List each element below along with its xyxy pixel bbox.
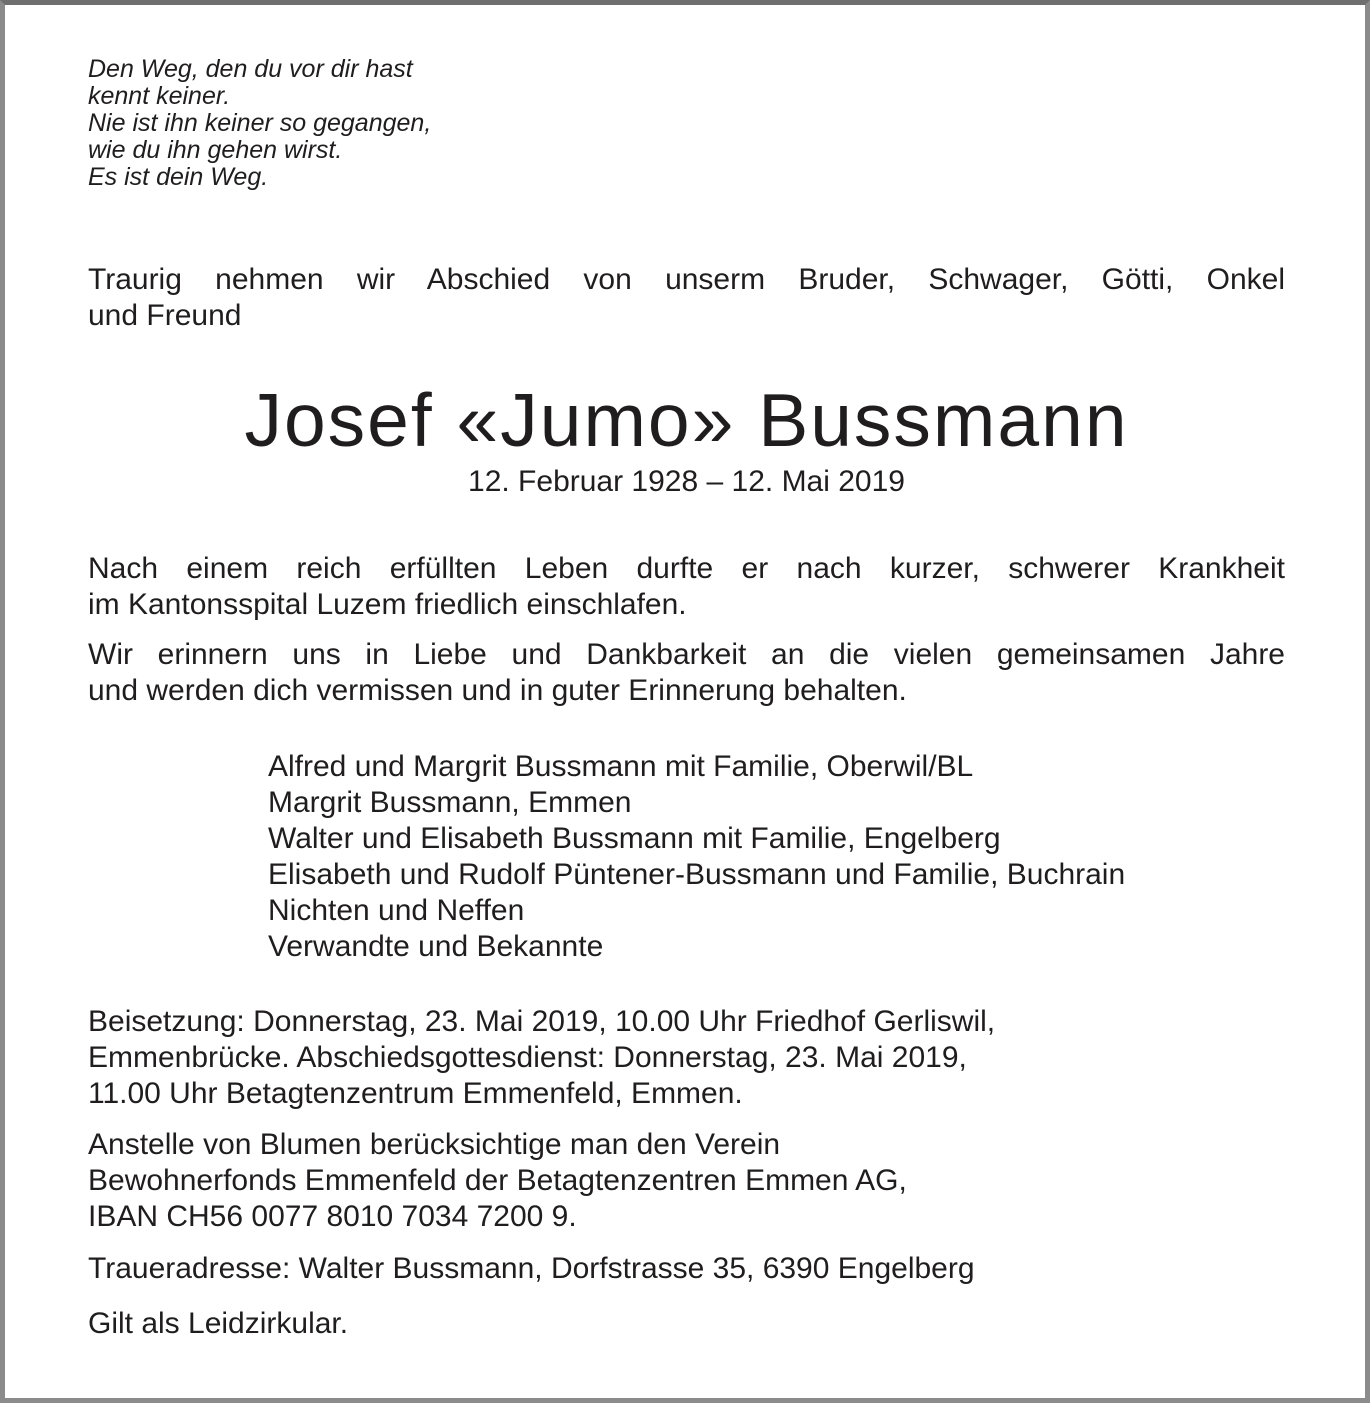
funeral-line: 11.00 Uhr Betagtenzentrum Emmenfeld, Emmen. bbox=[88, 1077, 743, 1110]
funeral-line: Beisetzung: Donnerstag, 23. Mai 2019, 10.00 Uhr Friedhof Gerliswil, bbox=[88, 1005, 996, 1038]
mourner-line: Nichten und Neffen bbox=[268, 894, 525, 927]
mourner-line: Walter und Elisabeth Bussmann mit Familie, Engelberg bbox=[268, 822, 1001, 855]
poem-line: Den Weg, den du vor dir hast bbox=[88, 55, 413, 83]
mourner-line: Margrit Bussmann, Emmen bbox=[268, 786, 632, 819]
eulogy-line: Wir erinnern uns in Liebe und Dankbarkeit an die vielen gemeinsamen Jahre bbox=[88, 638, 1285, 671]
farewell-intro bbox=[88, 262, 1285, 334]
eulogy-paragraph-2 bbox=[88, 637, 1285, 709]
mourner-line: Verwandte und Bekannte bbox=[268, 930, 604, 963]
mourners-list bbox=[88, 749, 1285, 965]
intro-line: und Freund bbox=[88, 299, 242, 332]
poem-line: Es ist dein Weg. bbox=[88, 163, 269, 191]
mourning-address: Traueradresse: Walter Bussmann, Dorfstrasse 35, 6390 Engelberg bbox=[88, 1252, 975, 1285]
mourner-line: Elisabeth und Rudolf Püntener-Bussmann und Familie, Buchrain bbox=[268, 858, 1126, 891]
notice-content bbox=[5, 5, 1365, 1342]
eulogy-line: im Kantonsspital Luzem friedlich einschlafen. bbox=[88, 588, 687, 621]
donation-line: IBAN CH56 0077 8010 7034 7200 9. bbox=[88, 1200, 577, 1233]
funeral-details bbox=[88, 1004, 1285, 1112]
donation-details bbox=[88, 1127, 1285, 1235]
mourner-line: Alfred und Margrit Bussmann mit Familie, Oberwil/BL bbox=[268, 750, 974, 783]
epitaph-poem bbox=[88, 56, 1285, 191]
funeral-line: Emmenbrücke. Abschiedsgottesdienst: Donnerstag, 23. Mai 2019, bbox=[88, 1041, 967, 1074]
eulogy-line: Nach einem reich erfüllten Leben durfte er nach kurzer, schwerer Krankheit bbox=[88, 552, 1285, 585]
life-dates: 12. Februar 1928 – 12. Mai 2019 bbox=[468, 465, 905, 498]
donation-line: Bewohnerfonds Emmenfeld der Betagtenzentren Emmen AG, bbox=[88, 1164, 907, 1197]
eulogy-line: und werden dich vermissen und in guter Erinnerung behalten. bbox=[88, 674, 907, 707]
deceased-name: Josef «Jumo» Bussmann bbox=[244, 378, 1129, 462]
donation-line: Anstelle von Blumen berücksichtige man den Verein bbox=[88, 1128, 781, 1161]
leidzirkular-note: Gilt als Leidzirkular. bbox=[88, 1307, 349, 1340]
poem-line: wie du ihn gehen wirst. bbox=[88, 136, 343, 164]
poem-line: kennt keiner. bbox=[88, 82, 231, 110]
eulogy-paragraph-1 bbox=[88, 551, 1285, 623]
poem-line: Nie ist ihn keiner so gegangen, bbox=[88, 109, 432, 137]
intro-line: Traurig nehmen wir Abschied von unserm Bruder, Schwager, Götti, Onkel bbox=[88, 263, 1285, 296]
